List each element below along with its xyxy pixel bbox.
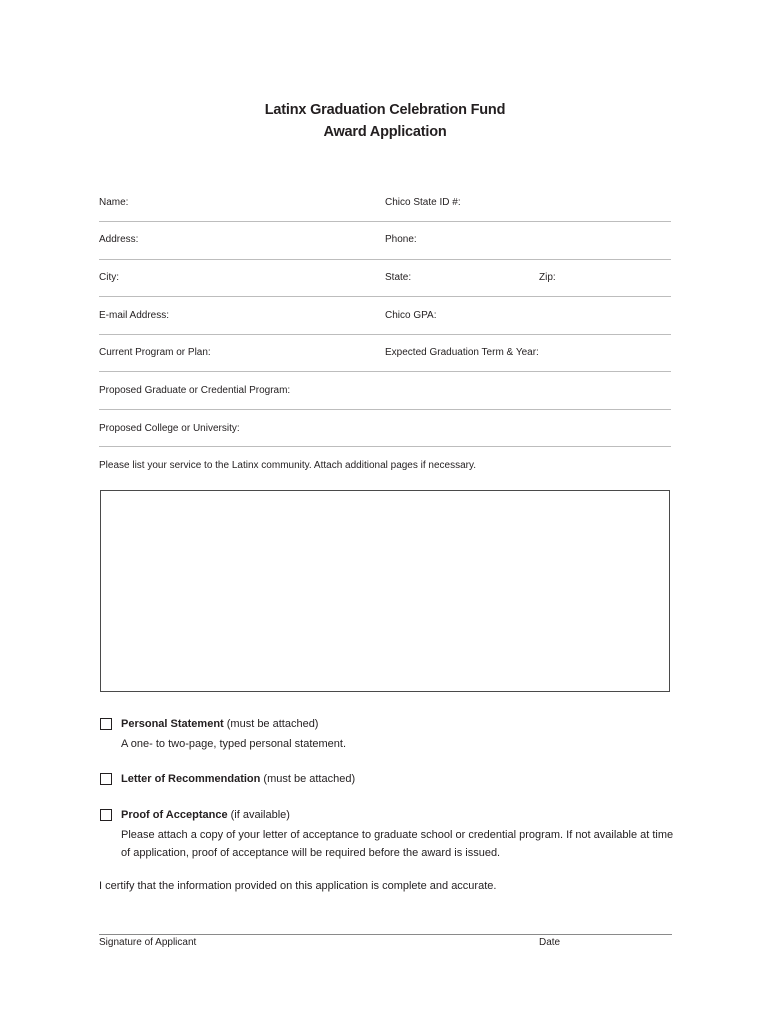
address-field[interactable]	[142, 228, 380, 252]
service-textarea[interactable]	[100, 490, 670, 692]
certification-statement: I certify that the information provided on this application is complete and accurate.	[99, 880, 497, 892]
proof-acceptance-desc: Please attach a copy of your letter of acceptance to graduate school or credential program. If not available at time of application, proof of acceptance will be required before the award is issued.	[121, 829, 674, 859]
personal-statement-desc: A one- to two-page, typed personal statement.	[121, 738, 347, 750]
current-program-label: Current Program or Plan:	[99, 347, 211, 358]
row-divider	[99, 259, 671, 260]
form-subtitle: Award Application	[323, 124, 447, 140]
proposed-college-field[interactable]	[246, 416, 670, 440]
row-divider	[99, 446, 671, 447]
proof-acceptance-note: (if available)	[227, 809, 290, 821]
zip-field[interactable]	[560, 266, 670, 290]
personal-statement-checkbox[interactable]	[100, 718, 112, 730]
chico-id-label: Chico State ID #:	[385, 197, 461, 208]
city-label: City:	[99, 272, 119, 283]
signature-label: Signature of Applicant	[99, 937, 197, 948]
row-divider	[99, 409, 671, 410]
row-divider	[99, 296, 671, 297]
proposed-program-label: Proposed Graduate or Credential Program:	[99, 385, 291, 396]
letter-recommendation-label	[121, 773, 355, 785]
row-divider	[99, 334, 671, 335]
state-field[interactable]	[414, 266, 534, 290]
row-divider	[99, 221, 671, 222]
service-prompt: Please list your service to the Latinx community. Attach additional pages if necessary.	[99, 460, 477, 471]
proof-acceptance-label	[121, 809, 290, 821]
row-divider	[99, 371, 671, 372]
gpa-label: Chico GPA:	[385, 310, 437, 321]
personal-statement-title: Personal Statement	[121, 718, 224, 730]
proposed-program-field[interactable]	[297, 378, 670, 402]
name-label: Name:	[99, 197, 129, 208]
date-label: Date	[539, 937, 561, 948]
expected-grad-field[interactable]	[545, 340, 670, 364]
signature-field[interactable]	[99, 905, 519, 933]
signature-line	[99, 934, 672, 935]
name-field[interactable]	[130, 190, 380, 214]
proof-acceptance-checkbox[interactable]	[100, 809, 112, 821]
email-label: E-mail Address:	[99, 310, 170, 321]
personal-statement-label	[121, 718, 318, 730]
letter-recommendation-title: Letter of Recommendation	[121, 773, 261, 785]
address-label: Address:	[99, 234, 139, 245]
date-field[interactable]	[539, 905, 671, 933]
current-program-field[interactable]	[215, 340, 380, 364]
phone-label: Phone:	[385, 234, 417, 245]
zip-label: Zip:	[539, 272, 556, 283]
city-field[interactable]	[124, 266, 380, 290]
expected-grad-label: Expected Graduation Term & Year:	[385, 347, 539, 358]
email-field[interactable]	[172, 303, 380, 327]
phone-field[interactable]	[420, 228, 670, 252]
form-title: Latinx Graduation Celebration Fund	[264, 102, 506, 118]
state-label: State:	[385, 272, 412, 283]
proposed-college-label: Proposed College or University:	[99, 423, 240, 434]
chico-id-field[interactable]	[462, 190, 670, 214]
proof-acceptance-title: Proof of Acceptance	[121, 809, 228, 821]
letter-recommendation-note: (must be attached)	[260, 773, 356, 785]
letter-recommendation-checkbox[interactable]	[100, 773, 112, 785]
personal-statement-note: (must be attached)	[223, 718, 319, 730]
gpa-field[interactable]	[438, 303, 670, 327]
